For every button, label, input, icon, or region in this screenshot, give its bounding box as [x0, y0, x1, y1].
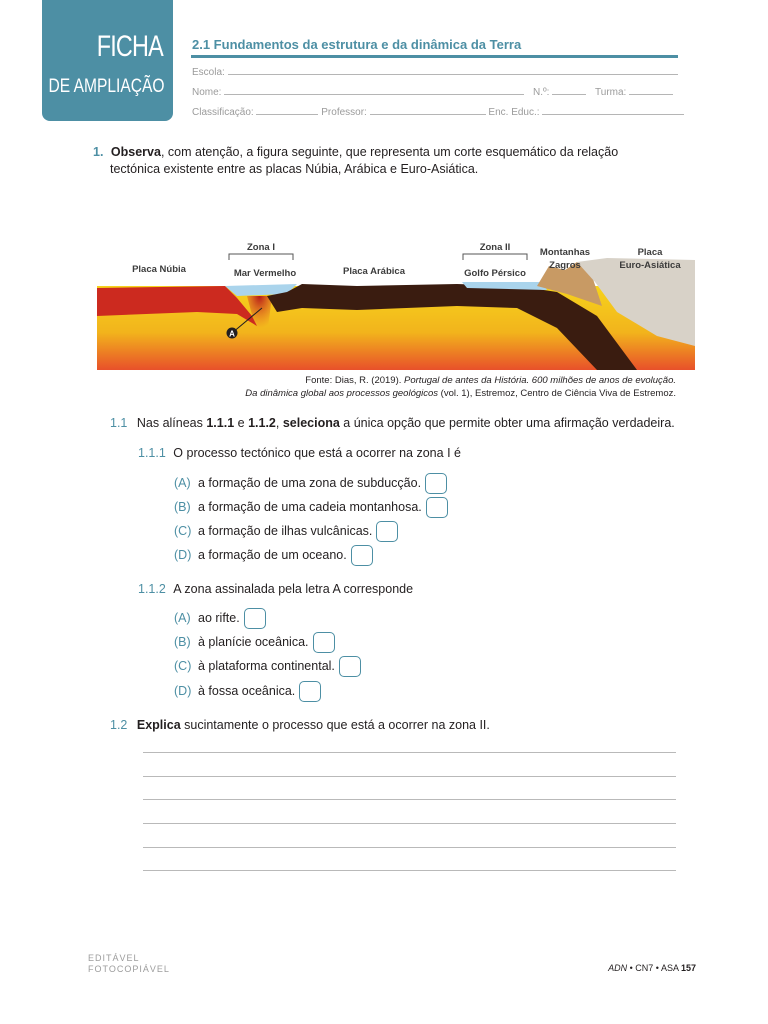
answer-line[interactable]: [143, 799, 676, 800]
class-label: Turma:: [595, 87, 627, 98]
teacher-blank[interactable]: [370, 104, 486, 115]
option-text: à fossa oceânica.: [198, 683, 296, 698]
option-letter: (D): [174, 683, 192, 698]
zone-1-bracket: [229, 254, 293, 260]
name-label: Nome:: [192, 87, 222, 98]
answer-line[interactable]: [143, 823, 676, 824]
option-letter: (D): [174, 547, 192, 562]
school-label: Escola:: [192, 67, 225, 78]
grade-label: Classificação:: [192, 107, 254, 118]
option-text: à plataforma continental.: [198, 658, 335, 673]
tectonic-cross-section-figure: [97, 236, 695, 370]
question-1-1-number: 1.1: [110, 416, 128, 430]
tab-word-ficha: FICHA: [96, 30, 163, 63]
footer-publisher: • CN7 • ASA: [627, 963, 681, 973]
option-1-1-1-c: [174, 521, 398, 542]
option-1-1-1-d: [174, 545, 373, 566]
question-1-verb: Observa: [110, 145, 161, 159]
option-1-1-1-a: [174, 473, 447, 494]
option-letter: (A): [174, 475, 191, 490]
option-1-1-2-c: [174, 656, 361, 677]
question-1-2-text: sucintamente o processo que está a ocorrer na zona II.: [180, 718, 490, 732]
photocopiable-mark: FOTOCOPIÁVEL: [88, 964, 170, 974]
option-1-1-1-b: [174, 497, 448, 518]
question-1-1-1-number: 1.1.1: [138, 446, 166, 460]
editable-mark: EDITÁVEL: [88, 953, 140, 963]
grade-blank[interactable]: [256, 104, 318, 115]
option-text: a formação de uma zona de subducção.: [198, 475, 422, 490]
question-1-2: [110, 717, 490, 734]
guardian-label: Enc. Educ.:: [488, 107, 540, 118]
zone-2-bracket: [463, 254, 527, 260]
label-zona-2: Zona II: [479, 242, 511, 253]
option-text: a formação de um oceano.: [198, 547, 347, 562]
label-euro-asiatica: Euro-Asiática: [619, 260, 681, 271]
source-book-title: Portugal de antes da História. 600 milhões de anos de evolução.: [404, 375, 676, 386]
option-letter: (A): [174, 610, 191, 625]
number-label: N.º:: [533, 87, 550, 98]
teacher-label: Professor:: [321, 107, 367, 118]
school-blank[interactable]: [228, 64, 678, 75]
label-placa-nubia: Placa Núbia: [132, 264, 186, 275]
answer-checkbox[interactable]: [244, 608, 266, 629]
q11-text-a: Nas alíneas: [136, 416, 207, 430]
q11-verb: seleciona: [282, 416, 340, 430]
tab-word-ampliacao: DE AMPLIAÇÃO: [47, 76, 164, 97]
option-1-1-2-b: [174, 632, 335, 653]
answer-line[interactable]: [143, 870, 676, 871]
question-1: [93, 144, 618, 178]
source-publisher: (vol. 1), Estremoz, Centro de Ciência Viva de Estremoz.: [438, 388, 676, 399]
name-blank[interactable]: [224, 84, 524, 95]
answer-line[interactable]: [143, 847, 676, 848]
option-1-1-2-d: [174, 681, 321, 702]
question-1-1: [110, 415, 675, 432]
label-golfo-persico: Golfo Pérsico: [464, 268, 526, 279]
worksheet-tab: [42, 0, 173, 121]
question-1-1-2-text: A zona assinalada pela letra A corresponde: [173, 582, 414, 596]
footer-series: ADN: [608, 963, 628, 973]
answer-line[interactable]: [143, 776, 676, 777]
question-1-2-number: 1.2: [110, 718, 128, 732]
title-rule: [191, 55, 678, 58]
source-prefix: Fonte: Dias, R. (2019).: [305, 375, 405, 386]
label-mar-vermelho: Mar Vermelho: [233, 268, 297, 279]
source-volume-title: Da dinâmica global aos processos geológicos: [245, 388, 439, 399]
guardian-blank[interactable]: [542, 104, 684, 115]
question-1-1-1-text: O processo tectónico que está a ocorrer na zona I é: [173, 446, 461, 460]
answer-checkbox[interactable]: [425, 473, 447, 494]
option-letter: (B): [174, 634, 191, 649]
option-text: ao rifte.: [198, 610, 240, 625]
figure-source: [245, 374, 676, 400]
answer-checkbox[interactable]: [376, 521, 398, 542]
option-text: à planície oceânica.: [198, 634, 309, 649]
name-row: [192, 84, 673, 98]
label-zagros: Zagros: [549, 260, 581, 271]
marker-a-letter: A: [229, 329, 235, 339]
answer-checkbox[interactable]: [426, 497, 448, 518]
label-placa: Placa: [637, 247, 663, 258]
option-letter: (C): [174, 523, 192, 538]
class-blank[interactable]: [629, 84, 673, 95]
grading-row: [192, 104, 684, 118]
page-number: 157: [680, 963, 696, 973]
question-1-text: , com atenção, a figura seguinte, que representa um corte esquemático da relação: [160, 145, 619, 159]
question-1-number: 1.: [93, 145, 104, 159]
label-placa-arabica: Placa Arábica: [343, 266, 405, 277]
answer-line[interactable]: [143, 752, 676, 753]
school-field[interactable]: [192, 64, 678, 78]
question-1-1-1: [138, 445, 461, 462]
option-text: a formação de uma cadeia montanhosa.: [198, 499, 422, 514]
page-title: 2.1 Fundamentos da estrutura e da dinâmica da Terra: [192, 37, 522, 52]
question-1-2-verb: Explica: [136, 718, 181, 732]
answer-checkbox[interactable]: [299, 681, 321, 702]
answer-checkbox[interactable]: [313, 632, 335, 653]
option-text: a formação de ilhas vulcânicas.: [198, 523, 373, 538]
label-montanhas: Montanhas: [539, 247, 591, 258]
option-letter: (C): [174, 658, 192, 673]
option-letter: (B): [174, 499, 191, 514]
q11-text-d: a única opção que permite obter uma afirmação verdadeira.: [339, 416, 675, 430]
label-zona-1: Zona I: [247, 242, 275, 253]
q11-text-b: e: [234, 416, 249, 430]
page-footer: [608, 963, 696, 973]
q11-text-c: ,: [275, 416, 283, 430]
answer-checkbox[interactable]: [351, 545, 373, 566]
q11-ref-a: 1.1.1: [206, 416, 235, 430]
number-blank[interactable]: [552, 84, 586, 95]
question-1-1-2: [138, 581, 413, 598]
editable-photocopiable-mark: [88, 953, 170, 975]
q11-ref-b: 1.1.2: [248, 416, 276, 430]
option-1-1-2-a: [174, 608, 266, 629]
question-1-text-2: tectónica existente entre as placas Núbia, Arábica e Euro-Asiática.: [110, 162, 479, 176]
question-1-1-2-number: 1.1.2: [138, 582, 166, 596]
answer-checkbox[interactable]: [339, 656, 361, 677]
